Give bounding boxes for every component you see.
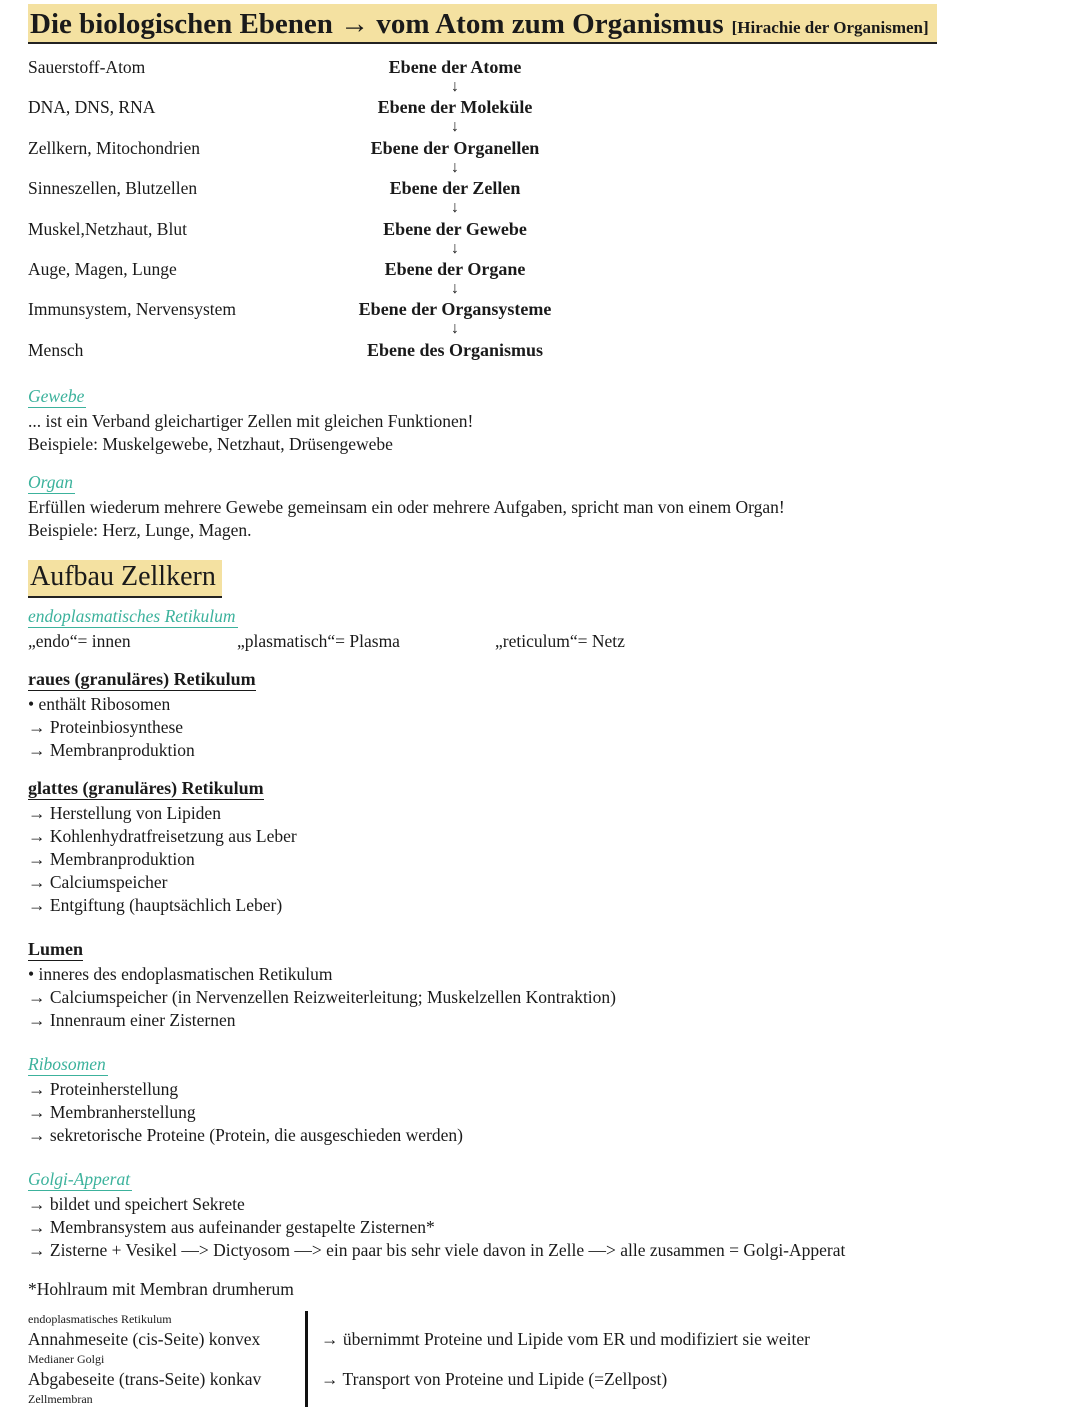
- hierarchy-example: Zellkern, Mitochondrien: [28, 137, 201, 158]
- hierarchy-level-cell: [285, 57, 625, 97]
- note-line: → Membranproduktion: [28, 848, 195, 869]
- hierarchy-example: Muskel,Netzhaut, Blut: [28, 218, 187, 239]
- golgi-table-left-column: [28, 1311, 305, 1407]
- page-title-text: Die biologischen Ebenen → vom Atom zum Organismus: [30, 8, 724, 40]
- hierarchy-row: [28, 57, 1050, 97]
- note-line: • enthält Ribosomen: [28, 693, 171, 714]
- hierarchy-level: Ebene der Moleküle: [377, 97, 533, 118]
- section-golgi-apperat: [28, 1169, 1050, 1262]
- section-heading-glattes: glattes (granuläres) Retikulum: [28, 777, 264, 798]
- section-endoplasmatisches-retikulum: [28, 606, 1050, 653]
- definition-row: [28, 630, 1050, 653]
- section-glattes-retikulum: [28, 778, 1050, 917]
- down-arrow-icon: ↓: [451, 158, 459, 176]
- note-line: → Entgiftung (hauptsächlich Leber): [28, 894, 283, 915]
- section-lumen: [28, 939, 1050, 1032]
- down-arrow-icon: ↓: [451, 279, 459, 297]
- hierarchy-level: Ebene der Gewebe: [383, 218, 527, 239]
- section-heading-lumen: Lumen: [28, 938, 84, 959]
- down-arrow-icon: ↓: [451, 239, 459, 257]
- section-ribosomen: [28, 1054, 1050, 1147]
- hierarchy-level: Ebene der Atome: [388, 57, 522, 77]
- note-line: → Proteinherstellung: [28, 1078, 179, 1099]
- hierarchy-row: [28, 178, 1050, 218]
- note-line: ... ist ein Verband gleichartiger Zellen mit gleichen Funktionen!: [28, 410, 474, 431]
- note-line: → Innenraum einer Zisternen: [28, 1009, 236, 1030]
- section-heading-aufbau-zellkern: Aufbau Zellkern: [28, 560, 222, 598]
- hierarchy-row: [28, 259, 1050, 299]
- down-arrow-icon: ↓: [451, 118, 459, 136]
- hierarchy-level-cell: [285, 299, 625, 339]
- section-gewebe: [28, 386, 1050, 456]
- footnote-line: *Hohlraum mit Membran drumherum: [28, 1278, 294, 1299]
- table-cell-small: endoplasmatisches Retikulum: [28, 1311, 172, 1326]
- note-line: • inneres des endoplasmatischen Retikulum: [28, 963, 333, 984]
- section-raues-retikulum: [28, 669, 1050, 762]
- hierarchy-row: [28, 138, 1050, 178]
- table-cell-small: Zellmembran: [28, 1391, 93, 1406]
- note-line: → Proteinbiosynthese: [28, 716, 184, 737]
- hierarchy-level-cell: [285, 219, 625, 259]
- hierarchy-level: Ebene der Organe: [384, 258, 526, 279]
- table-cell: Annahmeseite (cis-Seite) konvex: [28, 1328, 261, 1349]
- section-heading-gewebe: Gewebe: [28, 385, 85, 406]
- section-heading-golgi: Golgi-Apperat: [28, 1168, 131, 1189]
- golgi-table-right-column: [308, 1311, 810, 1407]
- hierarchy-example: Mensch: [28, 339, 84, 360]
- note-line: → Kohlenhydratfreisetzung aus Leber: [28, 825, 297, 846]
- definition-endo: „endo“= innen: [28, 630, 131, 651]
- page-title: [28, 4, 1050, 41]
- note-line: → sekretorische Proteine (Protein, die ausgeschieden werden): [28, 1124, 463, 1145]
- section-aufbau-zellkern: [28, 560, 1050, 598]
- hierarchy-level-cell: [285, 97, 625, 137]
- hierarchy-level: Ebene der Organellen: [370, 137, 540, 158]
- note-line: → Calciumspeicher (in Nervenzellen Reizweiterleitung; Muskelzellen Kontraktion): [28, 986, 616, 1007]
- hierarchy-row: [28, 340, 1050, 364]
- hierarchy-example: Auge, Magen, Lunge: [28, 258, 177, 279]
- hierarchy-row: [28, 299, 1050, 339]
- note-line: → Calciumspeicher: [28, 871, 168, 892]
- section-organ: [28, 472, 1050, 542]
- down-arrow-icon: ↓: [451, 78, 459, 95]
- hierarchy-level-cell: [285, 138, 625, 178]
- hierarchy-example: Immunsystem, Nervensystem: [28, 299, 237, 320]
- note-line: → Membranproduktion: [28, 739, 195, 760]
- definition-plasmatisch: „plasmatisch“= Plasma: [237, 630, 400, 651]
- page-title-highlight: [28, 4, 937, 44]
- note-line: Erfüllen wiederum mehrere Gewebe gemeinsam ein oder mehrere Aufgaben, spricht man von einem Organ!: [28, 496, 785, 517]
- hierarchy-level: Ebene der Zellen: [389, 178, 521, 199]
- hierarchy-level-cell: [285, 259, 625, 299]
- down-arrow-icon: ↓: [451, 320, 459, 338]
- note-line: → Membransystem aus aufeinander gestapelte Zisternen*: [28, 1216, 435, 1237]
- footnote: [28, 1278, 1050, 1301]
- table-cell: Abgabeseite (trans-Seite) konkav: [28, 1368, 262, 1389]
- hierarchy-diagram: [28, 57, 1050, 364]
- note-line: → Herstellung von Lipiden: [28, 802, 221, 823]
- hierarchy-level-cell: [285, 340, 625, 364]
- down-arrow-icon: ↓: [451, 199, 459, 217]
- section-heading-er: endoplasmatisches Retikulum: [28, 605, 236, 626]
- hierarchy-example: DNA, DNS, RNA: [28, 97, 156, 118]
- note-line: → Zisterne + Vesikel —> Dictyosom —> ein paar bis sehr viele davon in Zelle —> alle zusammen = Golgi-Apperat: [28, 1239, 846, 1260]
- table-cell-small: Medianer Golgi: [28, 1351, 105, 1366]
- section-heading-raues: raues (granuläres) Retikulum: [28, 668, 256, 689]
- hierarchy-row: [28, 219, 1050, 259]
- page-title-bracket: [Hirachie der Organismen]: [731, 18, 929, 37]
- hierarchy-level: Ebene der Organsysteme: [358, 299, 552, 320]
- golgi-sides-table: [28, 1311, 1050, 1407]
- table-cell: → übernimmt Proteine und Lipide vom ER und modifiziert sie weiter: [321, 1328, 810, 1349]
- hierarchy-row: [28, 97, 1050, 137]
- hierarchy-level-cell: [285, 178, 625, 218]
- hierarchy-example: Sinneszellen, Blutzellen: [28, 178, 198, 199]
- definition-reticulum: „reticulum“= Netz: [495, 630, 625, 651]
- note-line: Beispiele: Muskelgewebe, Netzhaut, Drüsengewebe: [28, 433, 393, 454]
- note-line: → bildet und speichert Sekrete: [28, 1193, 245, 1214]
- hierarchy-example: Sauerstoff-Atom: [28, 57, 146, 77]
- table-cell: → Transport von Proteine und Lipide (=Zellpost): [321, 1368, 668, 1389]
- section-heading-ribosomen: Ribosomen: [28, 1053, 106, 1074]
- note-line: Beispiele: Herz, Lunge, Magen.: [28, 519, 252, 540]
- note-line: → Membranherstellung: [28, 1101, 196, 1122]
- section-heading-organ: Organ: [28, 471, 74, 492]
- hierarchy-level: Ebene des Organismus: [366, 339, 544, 360]
